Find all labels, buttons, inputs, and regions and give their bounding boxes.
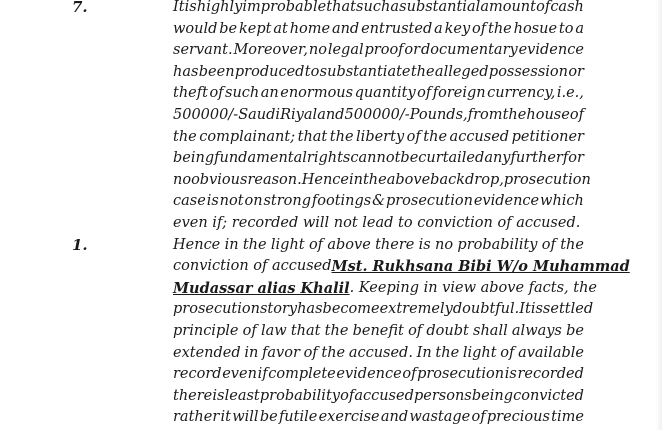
text-line	[173, 105, 584, 127]
word: of	[402, 366, 417, 383]
word: least	[224, 387, 260, 404]
text-line	[173, 278, 598, 300]
word: is	[504, 366, 517, 383]
word: the	[329, 128, 354, 145]
word: improbable	[242, 0, 327, 15]
word: house	[526, 106, 570, 123]
word: evidence	[518, 42, 584, 59]
word: settled	[542, 301, 594, 318]
accused-name-continued: Mudassar alias Khalil	[173, 279, 350, 297]
text-fragment: . Keeping in view above facts, the	[349, 279, 598, 296]
word: story	[259, 301, 298, 318]
word: not	[219, 193, 244, 210]
word: convicted	[513, 387, 584, 404]
word: from	[467, 106, 503, 123]
word: &	[372, 193, 386, 210]
word: backdrop,	[430, 171, 504, 188]
word: of	[408, 322, 423, 339]
word: being	[173, 150, 215, 167]
word: a	[575, 20, 584, 37]
word: the	[560, 236, 584, 253]
word: on	[244, 193, 263, 210]
word: a	[390, 0, 400, 15]
word: It	[173, 0, 185, 15]
word: become	[322, 301, 380, 318]
word: doubtful.	[452, 301, 520, 318]
word: always	[511, 322, 562, 339]
word: the	[173, 128, 197, 145]
word: of	[340, 387, 355, 404]
word: and	[380, 409, 409, 426]
word: legal	[327, 42, 364, 59]
text-line	[173, 364, 584, 386]
word: the	[488, 20, 512, 37]
word: rather	[173, 409, 220, 426]
word: hosue	[513, 20, 558, 37]
word: prosecution	[385, 193, 473, 210]
word: the	[502, 106, 527, 123]
word: enormous	[280, 85, 354, 102]
text-line	[173, 321, 584, 343]
text-line	[173, 299, 594, 321]
word: the	[242, 236, 267, 253]
word: It	[519, 301, 531, 318]
word: complainant;	[199, 128, 296, 145]
word: amount	[480, 0, 536, 15]
word: footings	[311, 193, 372, 210]
word: in	[224, 236, 239, 253]
word: is	[418, 236, 431, 253]
word: evidence	[473, 193, 540, 210]
text-line	[173, 127, 584, 149]
word: if	[257, 366, 268, 383]
word: the	[362, 171, 387, 188]
word: highly	[196, 0, 243, 15]
text-line	[173, 407, 584, 429]
word: In	[416, 344, 432, 361]
word: documentary	[420, 42, 518, 59]
word: liberty	[356, 128, 405, 145]
word: of	[500, 344, 515, 361]
word: recorded	[517, 366, 584, 383]
word: and	[317, 106, 345, 123]
word: exercise	[318, 409, 380, 426]
paragraph-number: 1.	[72, 235, 88, 254]
word: Pounds,	[409, 106, 468, 123]
word: be	[566, 322, 584, 339]
text-line	[173, 343, 584, 365]
page-edge-shadow	[656, 0, 662, 430]
word: even	[222, 366, 257, 383]
word: light	[270, 236, 305, 253]
text-line	[173, 19, 584, 41]
word: of	[471, 409, 486, 426]
word: complete	[268, 366, 336, 383]
word: has	[297, 301, 323, 318]
word: be	[259, 409, 278, 426]
text-line	[173, 386, 584, 408]
word: evidence	[336, 366, 402, 383]
text-fragment: conviction of accused	[173, 258, 332, 275]
word: it	[220, 409, 231, 426]
word: kept	[239, 20, 272, 37]
word: is	[206, 193, 219, 210]
text-line	[173, 62, 584, 84]
word: obvious	[191, 171, 248, 188]
word: for	[562, 150, 584, 167]
word: alleged	[434, 63, 489, 80]
word: be	[400, 150, 419, 167]
word: of	[417, 85, 432, 102]
word: of	[472, 20, 487, 37]
word: proof	[364, 42, 404, 59]
word: rights	[306, 150, 351, 167]
word: case	[173, 193, 206, 210]
word: possession	[488, 63, 568, 80]
text-line	[173, 83, 584, 105]
text-line	[173, 235, 584, 257]
word: doubt	[426, 322, 469, 339]
word: reason.	[247, 171, 302, 188]
word: would	[173, 20, 218, 37]
word: further	[510, 150, 563, 167]
text-line	[173, 170, 591, 192]
text-line	[173, 0, 584, 19]
word: cannot	[350, 150, 401, 167]
word: of	[303, 344, 318, 361]
word: such	[356, 0, 391, 15]
word: or	[568, 63, 584, 80]
word: the	[324, 322, 349, 339]
paragraph-body	[173, 0, 591, 235]
word: no	[308, 42, 327, 59]
word: key	[444, 20, 471, 37]
word: the	[410, 63, 435, 80]
word: probability	[259, 387, 340, 404]
word: precious	[486, 409, 550, 426]
text-line	[173, 256, 630, 278]
word: that	[290, 322, 321, 339]
word: that	[326, 0, 356, 15]
word: strong	[263, 193, 311, 210]
word: such	[225, 85, 260, 102]
word: at	[273, 20, 288, 37]
word: futile	[278, 409, 318, 426]
word: available	[518, 344, 584, 361]
word: or	[404, 42, 421, 59]
word: in	[349, 171, 363, 188]
word: accused	[354, 387, 414, 404]
word: favor	[262, 344, 300, 361]
word: petitioner	[511, 128, 584, 145]
word: of	[536, 0, 551, 15]
paragraph-number: 7.	[72, 0, 88, 16]
word: prosecution	[503, 171, 591, 188]
word: be	[219, 20, 238, 37]
word: there	[173, 387, 213, 404]
text-line	[173, 40, 584, 62]
word: being	[471, 387, 513, 404]
word: the	[435, 344, 460, 361]
word: and	[331, 20, 360, 37]
word: entrusted	[361, 20, 433, 37]
text-line	[173, 191, 584, 213]
word: law	[260, 322, 287, 339]
word: extremely	[379, 301, 453, 318]
word: 500000/-	[173, 106, 239, 123]
word: principle	[173, 322, 239, 339]
word: cash	[550, 0, 584, 15]
word: will	[232, 409, 259, 426]
word: of	[541, 236, 556, 253]
word: of	[569, 106, 584, 123]
word: which	[540, 193, 584, 210]
word: foreign	[432, 85, 486, 102]
word: curtailed	[418, 150, 485, 167]
word: the	[423, 128, 448, 145]
word: of	[242, 322, 257, 339]
word: of	[308, 236, 324, 253]
word: home	[289, 20, 331, 37]
paragraph-body	[173, 235, 630, 429]
word: 500000/-	[344, 106, 410, 123]
word: above	[386, 171, 431, 188]
word: accused.	[348, 344, 413, 361]
word: persons	[413, 387, 472, 404]
word: substantial	[399, 0, 481, 15]
word: Riyal	[280, 106, 318, 123]
word: substantiate	[319, 63, 411, 80]
word: there	[375, 236, 415, 253]
accused-name: Mst. Rukhsana Bibi W/o Muhammad	[331, 258, 630, 276]
word: Moreover,	[233, 42, 308, 59]
word: a	[434, 20, 443, 37]
text-fragment-group	[173, 278, 598, 300]
word: of	[209, 85, 224, 102]
word: any	[484, 150, 511, 167]
word: no	[173, 171, 192, 188]
text-line: even if; recorded will not lead to conviction of accused.	[173, 214, 581, 231]
word: currency,	[487, 85, 556, 102]
text-line	[173, 148, 584, 170]
word: is	[212, 387, 225, 404]
word: Hence	[301, 171, 349, 188]
word: probability	[457, 236, 538, 253]
word: in	[244, 344, 259, 361]
word: wastage	[409, 409, 471, 426]
word: quantity	[354, 85, 416, 102]
word: no	[435, 236, 454, 253]
word: accused	[449, 128, 510, 145]
word: prosecution	[417, 366, 505, 383]
word: been	[198, 63, 235, 80]
word: record	[173, 366, 222, 383]
word: produced	[234, 63, 305, 80]
word: i.e.,	[556, 85, 584, 102]
word: Saudi	[238, 106, 281, 123]
word: is	[184, 0, 197, 15]
word: Hence	[173, 236, 221, 253]
word: light	[462, 344, 497, 361]
word: theft	[173, 85, 208, 102]
word: extended	[173, 344, 241, 361]
word: shall	[473, 322, 508, 339]
word: has	[173, 63, 199, 80]
word: servant.	[173, 42, 233, 59]
word: an	[260, 85, 279, 102]
word: time	[551, 409, 584, 426]
word: prosecution	[173, 301, 260, 318]
word: fundamental	[214, 150, 307, 167]
word: is	[530, 301, 543, 318]
word: above	[327, 236, 371, 253]
word: to	[558, 20, 574, 37]
word: the	[321, 344, 346, 361]
word: of	[406, 128, 421, 145]
word: benefit	[352, 322, 404, 339]
word: to	[304, 63, 320, 80]
word: that	[297, 128, 328, 145]
